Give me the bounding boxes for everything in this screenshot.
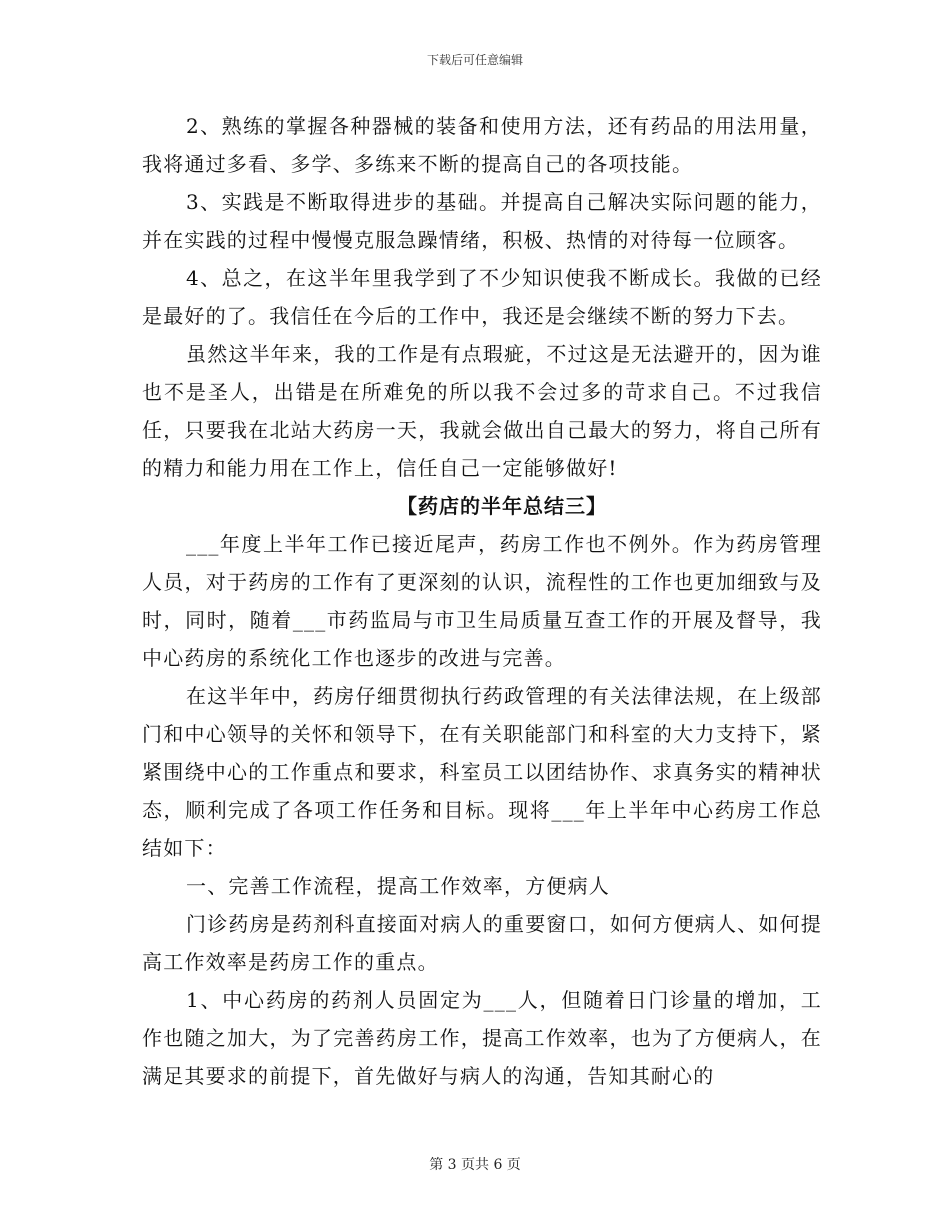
document-body [142,107,822,1095]
section-heading: 【药店的半年总结三】 [397,494,607,518]
page-header: 下载后可任意编辑 [426,53,523,67]
paragraph-item-4: 4、总之，在这半年里我学到了不少知识使我不断成长。我做的已经是最好的了。我信任在今后的工作中，我还是会继续不断的努力下去。 [142,266,822,328]
subheading-workflow: 一、完善工作流程，提高工作效率，方便病人 [186,874,610,898]
paragraph-outpatient: 门诊药房是药剂科直接面对病人的重要窗口，如何方便病人、如何提高工作效率是药房工作的重点。 [142,912,822,974]
paragraph-item-3: 3、实践是不断取得进步的基础。并提高自己解决实际问题的能力，并在实践的过程中慢慢克服急躁情绪，积极、热情的对待每一位顾客。 [142,190,822,252]
page-footer: 第 3 页共 6 页 [429,1157,521,1173]
paragraph-overview: 在这半年中，药房仔细贯彻执行药政管理的有关法律法规，在上级部门和中心领导的关怀和领导下，在有关职能部门和科室的大力支持下，紧紧围绕中心的工作重点和要求，科室员工以团结协作、求真务实的精神状态，顺利完成了各项工作任务和目标。现将___年上半年中心药房工作总结如下： [142,684,822,860]
paragraph-intro: ___年度上半年工作已接近尾声，药房工作也不例外。作为药房管理人员，对于药房的工作有了更深刻的认识，流程性的工作也更加细致与及时，同时，随着___市药监局与市卫生局质量互查工作的开展及督导，我中心药房的系统化工作也逐步的改进与完善。 [142,532,822,670]
paragraph-item-2: 2、熟练的掌握各种器械的装备和使用方法，还有药品的用法用量，我将通过多看、多学、多练来不断的提高自己的各项技能。 [142,114,822,176]
paragraph-staffing: 1、中心药房的药剂人员固定为___人，但随着日门诊量的增加，工作也随之加大，为了完善药房工作，提高工作效率，也为了方便病人，在满足其要求的前提下，首先做好与病人的沟通，告知其耐心的 [142,988,822,1088]
paragraph-conclusion: 虽然这半年来，我的工作是有点瑕疵，不过这是无法避开的，因为谁也不是圣人，出错是在所难免的所以我不会过多的苛求自己。不过我信任，只要我在北站大药房一天，我就会做出自己最大的努力，将自己所有的精力和能力用在工作上，信任自己一定能够做好! [142,342,822,480]
